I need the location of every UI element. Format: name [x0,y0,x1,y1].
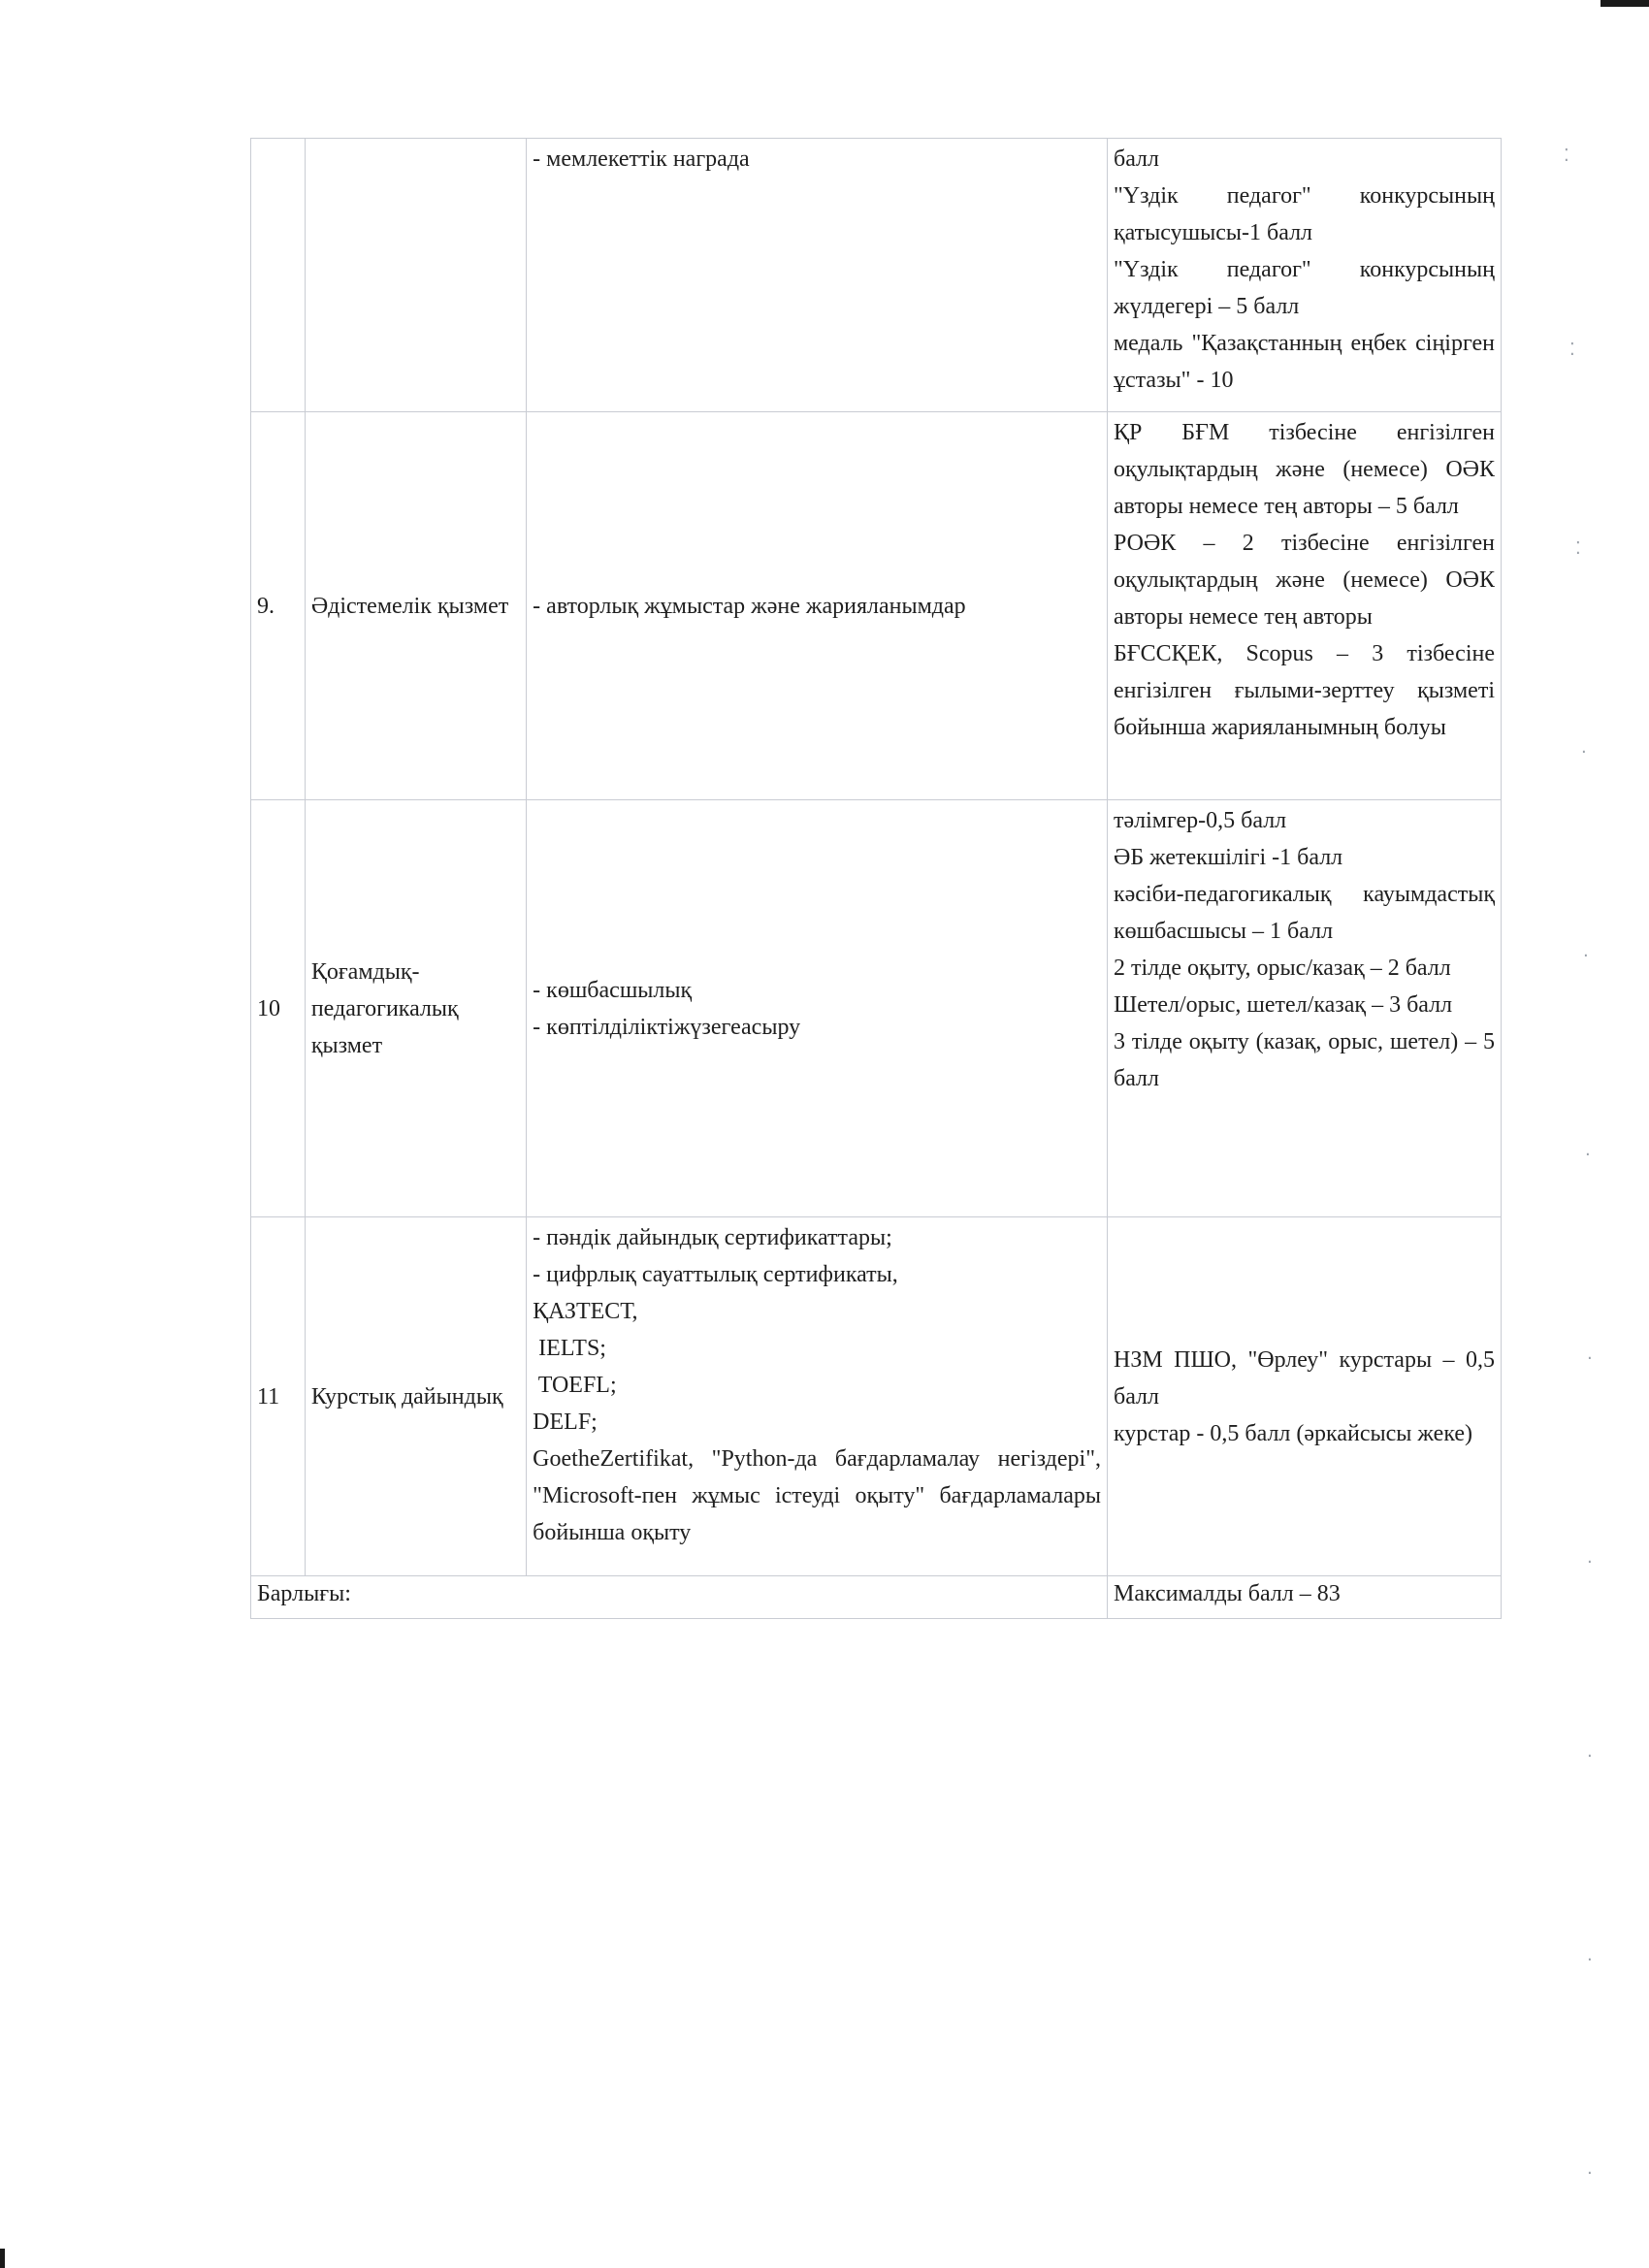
score-cell [1107,800,1501,1217]
row-number-cell: 11 [251,1217,306,1576]
indicator-line: - авторлық жұмыстар және жарияланымдар [533,593,966,619]
score-line: тәлімгер-0,5 балл [1113,808,1287,833]
score-line: Шетел/орыс, шетел/казақ – 3 балл [1113,992,1453,1018]
indicator-cell [527,139,1108,412]
indicator-cell [527,800,1108,1217]
criterion-name-cell [305,139,526,412]
score-line: НЗМ ПШО, "Өрлеу" курстары – 0,5 балл [1113,1346,1495,1409]
scan-speck: · [1585,1145,1591,1165]
scan-speck: · [1587,1746,1593,1766]
criterion-name-cell: Әдістемелік қызмет [305,412,526,800]
score-line: РОӘК – 2 тізбесіне енгізілген оқулықтардың және (немесе) ОӘК авторы немесе тең авторы [1113,531,1495,630]
score-line: балл [1113,146,1160,172]
total-row [251,1576,1502,1619]
score-line: БҒССҚЕК, Scopus – 3 тізбесіне енгізілген ғылыми-зерттеу қызметі бойынша жарияланымның болуы [1113,641,1495,740]
row-number-cell [251,139,306,412]
total-label: Барлығы: [257,1581,351,1606]
indicator-line: ҚАЗТЕСТ, [533,1299,638,1324]
scan-speck: · [1587,1950,1593,1970]
indicator-line: - көшбасшылық [533,977,693,1003]
scan-speck: · [1587,1552,1593,1572]
score-line: "Үздік педагог" конкурсының жүлдегері – 5 балл [1113,257,1495,319]
scan-edge-mark [0,2249,5,2268]
scan-speck: ⁚ [1575,538,1581,559]
indicator-line: - пәндік дайындық сертификаттары; [533,1225,892,1250]
score-line: курстар - 0,5 балл (әркайсысы жеке) [1113,1420,1473,1446]
indicator-line: - көптілділіктіжүзегеасыру [533,1014,801,1040]
scan-speck: · [1583,946,1589,966]
score-cell [1107,139,1501,412]
table-row [251,800,1502,1217]
indicator-cell [527,1217,1108,1576]
table-row [251,139,1502,412]
score-line: кәсіби-педагогикалық кауымдастық көшбасшысы – 1 балл [1113,882,1495,944]
score-line: ҚР БҒМ тізбесіне енгізілген оқулықтардың және (немесе) ОӘК авторы немесе тең авторы – 5 балл [1113,420,1495,519]
indicator-line: - мемлекеттік награда [533,146,750,172]
scan-speck: · [1587,1348,1593,1369]
table-row [251,1217,1502,1576]
indicator-line: DELF; [533,1409,598,1435]
indicator-line: TOEFL; [533,1373,617,1398]
score-line: 2 тілде оқыту, орыс/казақ – 2 балл [1113,956,1451,981]
scan-speck: ⁚ [1569,340,1575,360]
scan-speck: · [1581,742,1587,762]
score-cell [1107,1217,1501,1576]
score-line: ӘБ жетекшілігі -1 балл [1113,845,1343,870]
row-number-cell: 9. [251,412,306,800]
total-value: Максималды балл – 83 [1113,1581,1341,1606]
indicator-line: IELTS; [533,1336,606,1361]
table-row [251,412,1502,800]
indicator-line: GoetheZertifikat, "Python-да бағдарламалау негіздері", "Microsoft-пен жұмыс істеуді оқыту" бағдарламалары бойынша оқыту [533,1446,1101,1545]
scan-edge-mark [1600,0,1649,7]
indicator-line: - цифрлық сауаттылық сертификаты, [533,1262,898,1287]
score-line: "Үздік педагог" конкурсының қатысушысы-1 балл [1113,183,1495,245]
indicator-cell [527,412,1108,800]
score-line: медаль "Қазақстанның еңбек сіңірген ұстазы" - 10 [1113,331,1495,393]
score-line: 3 тілде оқыту (казақ, орыс, шетел) – 5 балл [1113,1029,1495,1091]
total-value-cell [1107,1576,1501,1619]
criterion-name-cell: Қоғамдық-педагогикалық қызмет [305,800,526,1217]
total-label-cell [251,1576,1108,1619]
criteria-table [250,138,1502,1619]
scan-speck: · [1587,2163,1593,2184]
score-cell [1107,412,1501,800]
scan-speck: ⁚ [1564,146,1569,166]
criterion-name-cell: Курстық дайындық [305,1217,526,1576]
row-number-cell: 10 [251,800,306,1217]
